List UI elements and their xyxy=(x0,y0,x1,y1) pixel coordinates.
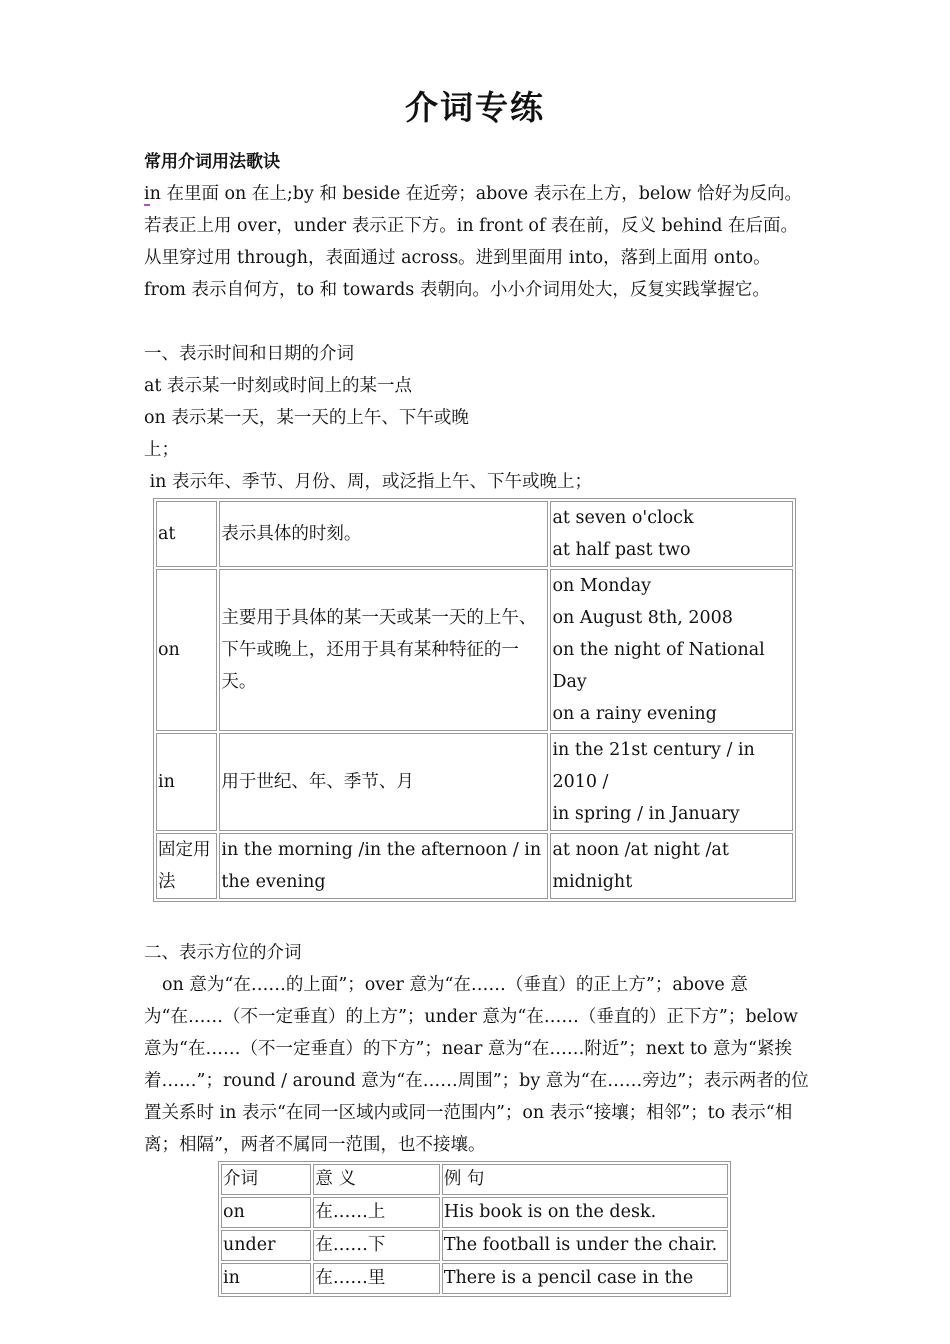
section1-line-on: on 表示某一天，某一天的上午、下午或晚 xyxy=(144,408,469,428)
table-row xyxy=(221,1197,728,1228)
column-header: 介词 xyxy=(221,1164,311,1195)
page-title: 介词专练 xyxy=(405,88,545,127)
section2-heading: 二、表示方位的介词 xyxy=(144,943,302,963)
section2-paragraph: on 意为“在……的上面”；over 意为“在……（垂直）的正上方”；above 意为“在……（不一定垂直）的上方”；under 意为“在……（垂直的）正下方”；below 意为“在……（不一定垂直）的下方”；near 意为“在……附近”；next to 意为“紧挨着……”；round / around 意为“在……周围”；by 意为“在……旁边”；表示两者的位置关系时 in 表示“在同一区域内或同一范围内”；on 表示“接壤；相邻”；to 表示“相离；相隔”，两者不属同一范围，也不接壤。 xyxy=(144,975,809,1155)
usage-cell: 表示具体的时刻。 xyxy=(219,501,548,567)
table-cell: 在……下 xyxy=(313,1230,440,1261)
example-text: on Monday xyxy=(552,576,652,596)
table-cell: There is a pencil case in the xyxy=(442,1263,728,1294)
rhyme-line-4: from 表示自何方，to 和 towards 表朝向。小小介词用处大，反复实践掌握它。 xyxy=(144,280,770,300)
example-text: in the 21st century / in 2010 / xyxy=(552,740,755,792)
example-text: on a rainy evening xyxy=(552,704,717,724)
rhyme-line-1: in 在里面 on 在上;by 和 beside 在近旁；above 表示在上方，below 恰好为反向。 xyxy=(144,184,802,204)
table-row xyxy=(156,833,793,899)
section-subtitle: 常用介词用法歌诀 xyxy=(144,152,280,172)
example-text: on August 8th, 2008 xyxy=(552,608,733,628)
table-row xyxy=(221,1230,728,1261)
examples-cell xyxy=(550,733,793,831)
spell-mark: i xyxy=(144,184,150,204)
table-cell: The football is under the chair. xyxy=(442,1230,728,1261)
section1-heading: 一、表示时间和日期的介词 xyxy=(144,344,354,364)
content-body xyxy=(144,146,814,1297)
usage-cell: in the morning /in the afternoon / in the evening xyxy=(219,833,548,899)
table-row xyxy=(156,501,793,567)
column-header: 意 义 xyxy=(313,1164,440,1195)
table-cell: under xyxy=(221,1230,311,1261)
examples-cell xyxy=(550,833,793,899)
prep-cell: in xyxy=(156,733,217,831)
prep-cell: on xyxy=(156,569,217,731)
table-header-row xyxy=(221,1164,728,1195)
prep-cell: at xyxy=(156,501,217,567)
usage-cell: 主要用于具体的某一天或某一天的上午、下午或晚上，还用于具有某种特征的一天。 xyxy=(219,569,548,731)
rhyme-line-2: 若表正上用 over，under 表示正下方。in front of 表在前，反义 behind 在后面。 xyxy=(144,216,799,236)
table-row xyxy=(156,569,793,731)
table-cell: 在……上 xyxy=(313,1197,440,1228)
table-row xyxy=(221,1263,728,1294)
example-text: at half past two xyxy=(552,540,691,560)
example-text: in spring / in January xyxy=(552,804,740,824)
position-prepositions-table xyxy=(218,1161,731,1297)
section1-line-at: at 表示某一时刻或时间上的某一点 xyxy=(144,376,413,396)
prep-cell: 固定用法 xyxy=(156,833,217,899)
section1-line-on-cont: 上； xyxy=(144,440,179,460)
examples-cell xyxy=(550,569,793,731)
table-row xyxy=(156,733,793,831)
rhyme-line-3: 从里穿过用 through，表面通过 across。进到里面用 into，落到上面用 onto。 xyxy=(144,248,771,268)
example-text: at noon /at night /at midnight xyxy=(552,840,729,892)
example-text: at seven o'clock xyxy=(552,508,694,528)
usage-cell: 用于世纪、年、季节、月 xyxy=(219,733,548,831)
table-cell: His book is on the desk. xyxy=(442,1197,728,1228)
column-header: 例 句 xyxy=(442,1164,728,1195)
table-cell: on xyxy=(221,1197,311,1228)
section1-line-in: in 表示年、季节、月份、周，或泛指上午、下午或晚上； xyxy=(144,472,592,492)
table-cell: 在……里 xyxy=(313,1263,440,1294)
table-cell: in xyxy=(221,1263,311,1294)
example-text: on the night of National Day xyxy=(552,640,765,692)
examples-cell xyxy=(550,501,793,567)
time-prepositions-table xyxy=(153,498,796,902)
